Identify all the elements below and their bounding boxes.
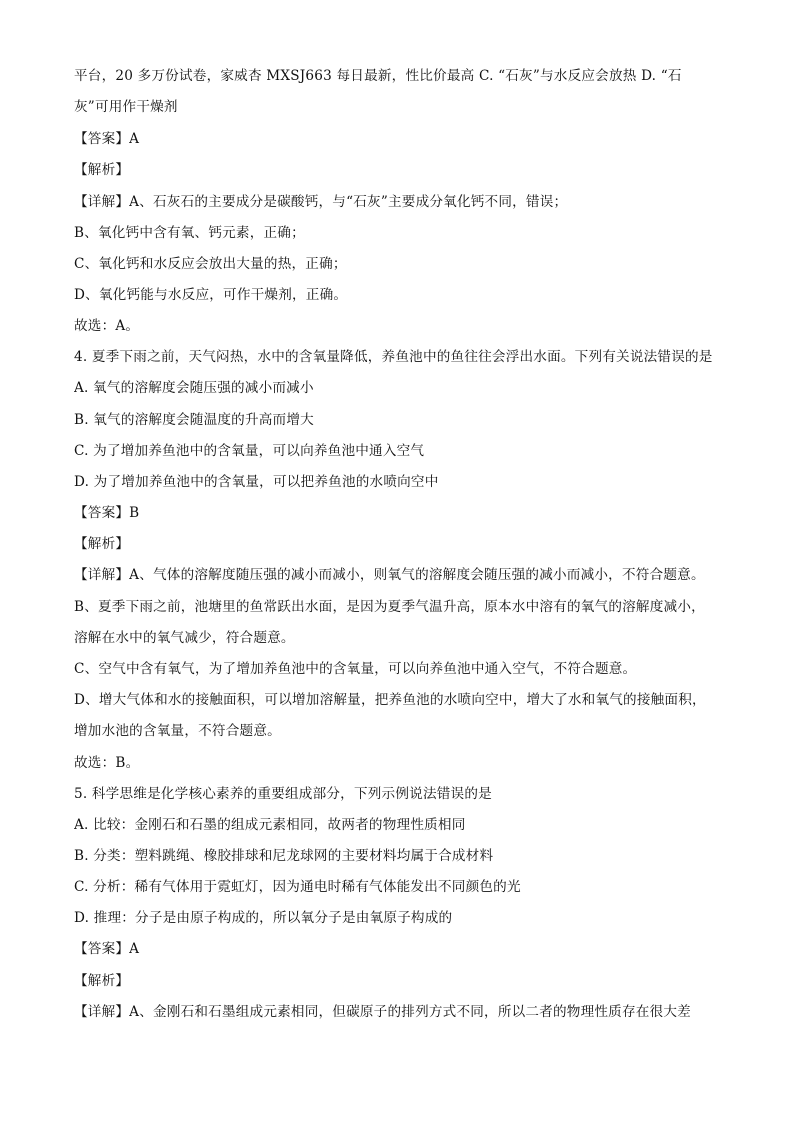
- choice-summary: 故选：B。: [74, 755, 140, 771]
- explanation-line: C、空气中含有氧气，为了增加养鱼池中的含氧量，可以向养鱼池中通入空气，不符合题意。: [74, 661, 637, 677]
- explanation-line: 溶解在水中的氧气减少，符合题意。: [74, 630, 295, 646]
- answer-label: 【答案】B: [74, 505, 140, 521]
- explanation-line: B、氧化钙中含有氧、钙元素，正确；: [74, 225, 305, 241]
- explanation-line: 增加水池的含氧量，不符合题意。: [74, 723, 281, 739]
- question-5-stem: 5. 科学思维是化学核心素养的重要组成部分，下列示例说法错误的是: [74, 786, 492, 802]
- question-3-options-continued: 平台，20 多万份试卷，家威杏 MXSJ663 每日最新，性比价最高 C. “石灰”与水反应会放热 D. “石: [74, 68, 682, 84]
- question-4-option-a: A. 氧气的溶解度会随压强的减小而减小: [74, 380, 314, 396]
- analysis-label: 【解析】: [74, 973, 130, 989]
- explanation-line: D、增大气体和水的接触面积，可以增加溶解量，把养鱼池的水喷向空中，增大了水和氧气的接触面积，: [74, 692, 706, 708]
- question-4-option-c: C. 为了增加养鱼池中的含氧量，可以向养鱼池中通入空气: [74, 443, 425, 459]
- explanation-line: D、氧化钙能与水反应，可作干燥剂，正确。: [74, 287, 348, 303]
- choice-summary: 故选：A。: [74, 318, 140, 334]
- explanation-line: C、氧化钙和水反应会放出大量的热，正确；: [74, 256, 347, 272]
- question-5-option-c: C. 分析：稀有气体用于霓虹灯，因为通电时稀有气体能发出不同颜色的光: [74, 879, 521, 895]
- explanation-line: 【详解】A、金刚石和石墨组成元素相同，但碳原子的排列方式不同，所以二者的物理性质存在很大差: [74, 1004, 691, 1020]
- explanation-line: B、夏季下雨之前，池塘里的鱼常跃出水面，是因为夏季气温升高，原本水中溶有的氧气的溶解度减小，: [74, 599, 705, 615]
- analysis-label: 【解析】: [74, 162, 130, 178]
- explanation-line: 【详解】A、气体的溶解度随压强的减小而减小，则氧气的溶解度会随压强的减小而减小，不符合题意。: [74, 567, 705, 583]
- question-4-option-b: B. 氧气的溶解度会随温度的升高而增大: [74, 412, 314, 428]
- answer-label: 【答案】A: [74, 941, 140, 957]
- question-3-option-d: 灰”可用作干燥剂: [74, 99, 178, 115]
- question-5-option-a: A. 比较：金刚石和石墨的组成元素相同，故两者的物理性质相同: [74, 817, 466, 833]
- analysis-label: 【解析】: [74, 536, 130, 552]
- question-5-option-d: D. 推理：分子是由原子构成的，所以氧分子是由氧原子构成的: [74, 910, 453, 926]
- question-4-option-d: D. 为了增加养鱼池中的含氧量，可以把养鱼池的水喷向空中: [74, 474, 439, 490]
- question-5-option-b: B. 分类：塑料跳绳、橡胶排球和尼龙球网的主要材料均属于合成材料: [74, 848, 494, 864]
- question-4-stem: 4. 夏季下雨之前，天气闷热，水中的含氧量降低，养鱼池中的鱼往往会浮出水面。下列有关说法错误的是: [74, 349, 713, 365]
- explanation-line: 【详解】A、石灰石的主要成分是碳酸钙，与“石灰”主要成分氧化钙不同，错误；: [74, 194, 568, 210]
- answer-label: 【答案】A: [74, 131, 140, 147]
